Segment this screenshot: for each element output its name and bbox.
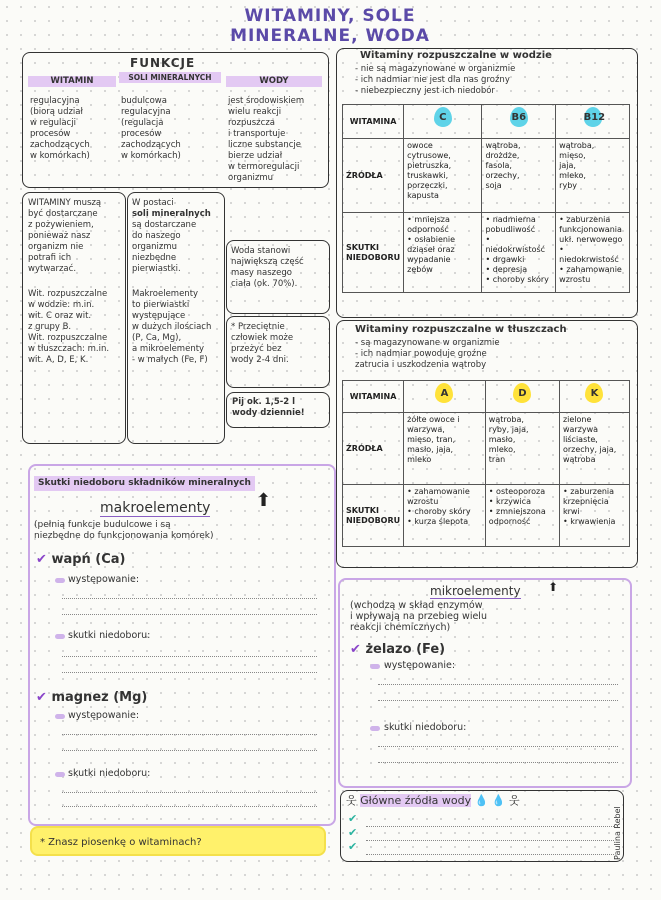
fat-vitamins-table (342, 380, 630, 547)
mikro-desc: (wchodzą w skład enzymów i wpływają na przebieg wielu reakcji chemicznych) (350, 600, 487, 633)
title-line-1: WITAMINY, SOLE (244, 6, 416, 26)
fat-vitamins-heading: Witaminy rozpuszczalne w tłuszczach (355, 324, 567, 335)
zelazo-skutki: skutki niedoboru: (384, 722, 467, 733)
water-vitamins-heading: Witaminy rozpuszczalne w wodzie (360, 50, 552, 61)
zelazo-wystepowanie: występowanie: (384, 660, 456, 671)
writing-line (62, 806, 317, 807)
makro-desc: (pełnią funkcje budulcowe i są niezbędne do funkcjonowania komórek) (34, 520, 214, 541)
writing-line (62, 792, 317, 793)
check-icon: ✔ (348, 840, 358, 853)
bullet-pill (55, 714, 65, 719)
table-header: WITAMINA (343, 381, 404, 413)
makro-title: makroelementy (100, 500, 211, 516)
vitamin-drop-icon: K (585, 383, 603, 403)
soli-functions: budulcowa regulacyjna (regulacja procesów zachodzących w komórkach) (121, 96, 181, 161)
magnez-skutki: skutki niedoboru: (68, 768, 151, 779)
check-icon: ✔ (348, 826, 358, 839)
writing-line (62, 734, 317, 735)
woda-tip: Pij ok. 1,5-2 l wody dziennie! (232, 397, 305, 418)
water-vitamins-points: - nie są magazynowane w organizmie - ich nadmiar nie jest dla nas groźny - niebezpieczny jest ich niedobór (355, 64, 516, 96)
writing-line (378, 746, 618, 747)
sole-note: W postaci soli mineralnych są dostarczane do naszego organizmu niezbędne pierwiastki. Makroelementy to pierwiastki występujące w dużych ilościach (P, Ca, Mg), a mikroelementy - w małych (Fe, F) (132, 198, 212, 365)
writing-line (378, 762, 618, 763)
writing-line (366, 840, 614, 841)
witamin-functions: regulacyjna (biorą udział w regulacji procesów zachodzących w komórkach) (30, 96, 90, 161)
vitamin-drop-icon: B6 (510, 107, 528, 127)
writing-line (62, 656, 317, 657)
person-icon: 웃 (346, 794, 357, 807)
deficiency-heading: Skutki niedoboru składników mineralnych (34, 476, 255, 491)
check-icon: ✔ (36, 552, 47, 567)
writing-line (378, 684, 618, 685)
writing-line (366, 854, 614, 855)
fat-vitamins-points: - są magazynowane w organizmie - ich nadmiar powoduje groźne zatrucia i uszkodzenia wątroby (355, 338, 500, 370)
wapn-heading: ✔ wapń (Ca) (36, 552, 126, 567)
table-row: SKUTKI NIEDOBORU • mniejsza odporność • osłabienie dziąseł oraz wypadanie zębów • nadmierna pobudliwość • niedokrwistość • drgawki • depresja • choroby skóry • zaburzenia funkcjonowania ukł. nerwowego • niedokrwistość • zahamowanie wzrostu (343, 213, 630, 293)
bullet-pill (370, 726, 380, 731)
writing-line (366, 826, 614, 827)
wapn-wystepowanie: występowanie: (68, 574, 140, 585)
table-row: SKUTKI NIEDOBORU • zahamowanie wzrostu • choroby skóry • kurza ślepota • osteoporoza • krzywica • zmniejszona odporność • zaburzenia krzepnięcia krwi • krwawienia (343, 485, 630, 547)
writing-line (62, 672, 317, 673)
vitamin-drop-icon: B12 (584, 107, 602, 127)
mikro-title: mikroelementy (430, 584, 521, 598)
woda-survival-note: * Przeciętnie człowiek może przeżyć bez wody 2-4 dni. (231, 322, 294, 365)
wapn-skutki: skutki niedoboru: (68, 630, 151, 641)
writing-line (62, 598, 317, 599)
magnez-wystepowanie: występowanie: (68, 710, 140, 721)
signature: Paulina Rebel (613, 806, 622, 860)
water-sources-heading: 웃 Główne źródła wody 💧 💧 웃 (346, 794, 520, 807)
witaminy-note: WITAMINY muszą być dostarczane z pożywieniem, ponieważ nasz organizm nie potrafi ich wytwarzać. Wit. rozpuszczalne w wodzie: m.in. wit. C oraz wit. z grupy B. Wit. rozpuszczalne w tłuszczach: m.in. wit. A, D, E, K. (28, 198, 110, 365)
bullet-pill (55, 578, 65, 583)
table-row: ŹRÓDŁA żółte owoce i warzywa, mięso, tran, masło, jaja, mleko wątroba, ryby, jaja, masło, mleko, tran zielone warzywa liściaste, orzechy, jaja, wątroba (343, 413, 630, 485)
writing-line (378, 700, 618, 701)
functions-heading: FUNKCJE (130, 56, 196, 70)
check-icon: ✔ (36, 690, 47, 705)
magnez-heading: ✔ magnez (Mg) (36, 690, 148, 705)
check-icon: ✔ (350, 642, 361, 657)
title-line-2: MINERALNE, WODA (230, 26, 430, 46)
table-header: WITAMINA (343, 105, 404, 139)
vitamin-drop-icon: D (513, 383, 531, 403)
bullet-pill (55, 772, 65, 777)
vitamin-drop-icon: A (435, 383, 453, 403)
bullet-pill (55, 634, 65, 639)
arrow-up-icon: ⬆ (548, 580, 559, 594)
water-vitamins-table (342, 104, 630, 293)
col-wody: WODY (226, 76, 322, 87)
check-icon: ✔ (348, 812, 358, 825)
person-icon: 웃 (509, 794, 520, 807)
writing-line (62, 750, 317, 751)
page-title (180, 6, 480, 46)
water-drop-icon: 💧 💧 (474, 794, 506, 807)
wody-functions: jest środowiskiem wielu reakcji rozpuszcza i transportuje liczne substancje bierze udział w termoregulacji organizmu (228, 96, 305, 183)
arrow-up-icon: ⬆ (256, 490, 272, 511)
bullet-pill (370, 664, 380, 669)
writing-line (62, 614, 317, 615)
woda-note: Woda stanowi największą część masy naszego ciała (ok. 70%). (231, 246, 304, 289)
table-row: ŹRÓDŁA owoce cytrusowe, pietruszka, truskawki, porzeczki, kapusta wątroba, drożdże, fasola, orzechy, soja wątroba, mięso, jaja, mleko, ryby (343, 139, 630, 213)
zelazo-heading: ✔ żelazo (Fe) (350, 642, 446, 657)
checklist (348, 812, 357, 854)
vitamin-drop-icon: C (434, 107, 452, 127)
song-note: * Znasz piosenkę o witaminach? (30, 826, 326, 856)
col-witamin: WITAMIN (28, 76, 116, 87)
col-soli: SOLI MINERALNYCH (119, 72, 221, 83)
